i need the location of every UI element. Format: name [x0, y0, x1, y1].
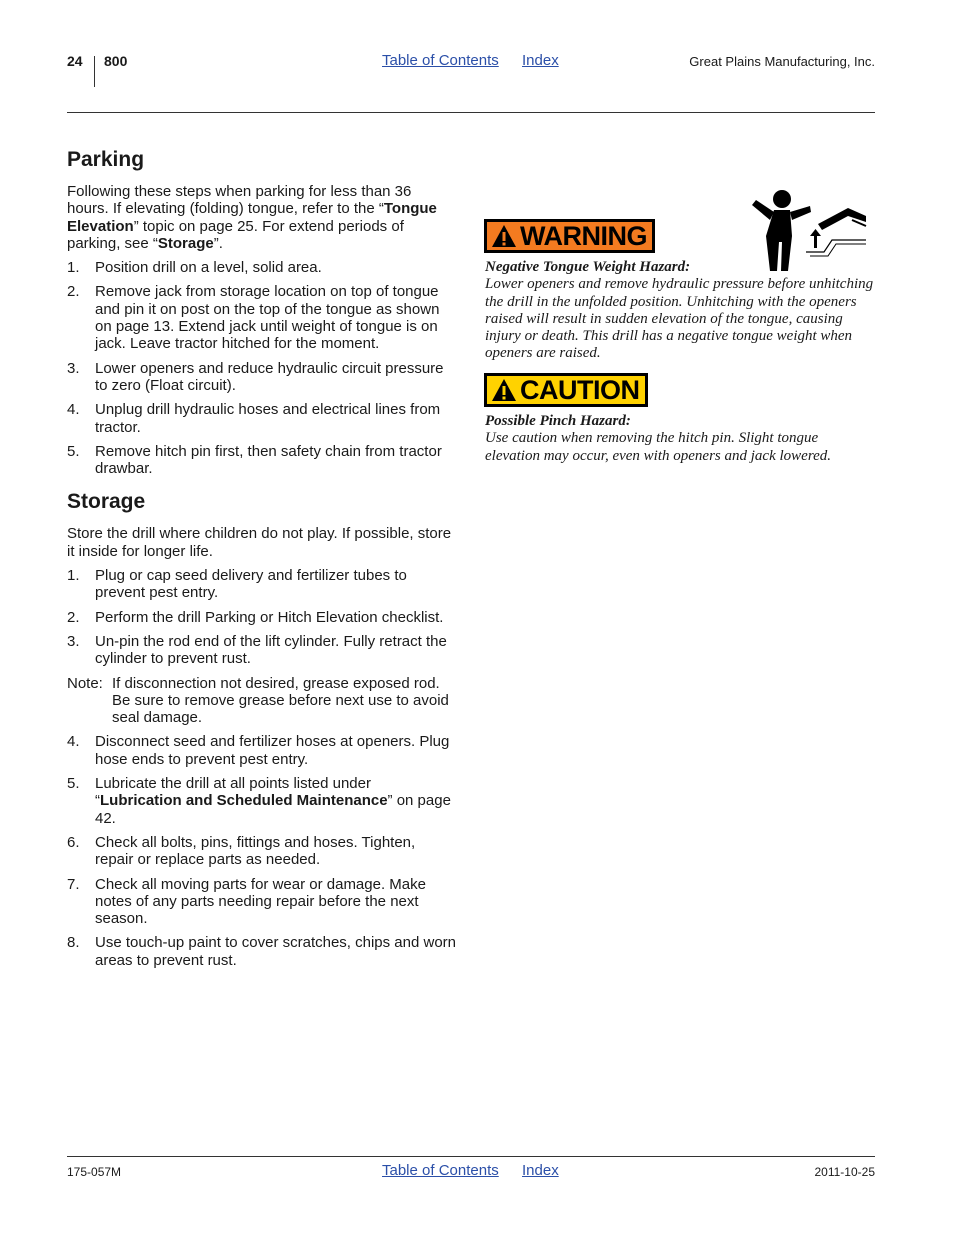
caution-sign — [484, 373, 648, 407]
header-rule — [67, 112, 875, 113]
footer-date: 2011-10-25 — [814, 1165, 875, 1179]
company-name: Great Plains Manufacturing, Inc. — [689, 54, 875, 69]
left-column — [67, 148, 457, 969]
lubrication-ref: Lubrication and Scheduled Maintenance — [100, 792, 388, 810]
alert-triangle-icon — [491, 378, 517, 402]
toc-link-header[interactable]: Table of Contents — [382, 52, 499, 69]
warning-body: Lower openers and remove hydraulic pressure before unhitching the drill in the unfolded position. Unhitching with the openers raised will result in sudden elevation of the tongue, causing injury or death. This drill has a negative tongue weight when openers are raised. — [485, 276, 874, 362]
storage-ref: Storage — [157, 234, 214, 252]
storage-steps — [67, 567, 457, 667]
caution-label: CAUTION — [520, 374, 640, 405]
index-link-header[interactable]: Index — [522, 52, 559, 69]
caution-body: Use caution when removing the hitch pin. Slight tongue elevation may occur, even with openers and jack lowered. — [485, 430, 832, 464]
list-item: 2. Remove jack from storage location on top of tongue and pin it on post on the top of the tongue as shown on page 13. Extend jack until weight of tongue is on jack. Leave tractor hitched for the moment. — [67, 283, 440, 353]
caution-title: Possible Pinch Hazard: — [485, 413, 631, 429]
alert-triangle-icon — [491, 224, 517, 248]
list-item: 5. Lubricate the drill at all points listed under “Lubrication and Scheduled Maintenance” on page 42. — [67, 775, 451, 827]
warning-title: Negative Tongue Weight Hazard: — [485, 259, 691, 275]
parking-steps — [67, 259, 457, 477]
parking-intro: Following these steps when parking for less than 36 hours. If elevating (folding) tongue, refer to the “Tongue Elevation” topic on page 25. For extend periods of parking, see “Storage”. — [67, 183, 437, 252]
warning-sign — [484, 219, 655, 253]
model-number: 800 — [104, 53, 128, 69]
list-item: 1. Position drill on a level, solid area. — [67, 259, 322, 277]
list-item: 4. Unplug drill hydraulic hoses and electrical lines from tractor. — [67, 401, 441, 436]
list-item: 6. Check all bolts, pins, fittings and hoses. Tighten, repair or replace parts as needed. — [67, 833, 416, 869]
note-label: Note: — [67, 674, 103, 692]
tongue-elevation-ref: Tongue Elevation — [67, 200, 437, 235]
list-item: 3. Un-pin the rod end of the lift cylinder. Fully retract the cylinder to prevent rust. — [67, 632, 447, 668]
list-item: 5. Remove hitch pin first, then safety chain from tractor drawbar. — [67, 442, 442, 478]
storage-note: Note: If disconnection not desired, grease exposed rod. Be sure to remove grease before next use to avoid seal damage. — [67, 674, 449, 727]
storage-heading: Storage — [67, 490, 146, 514]
warning-text — [485, 259, 875, 363]
list-item: 2. Perform the drill Parking or Hitch Elevation checklist. — [67, 608, 444, 626]
list-item: 8. Use touch-up paint to cover scratches, chips and worn areas to prevent rust. — [67, 934, 457, 969]
toc-link-footer[interactable]: Table of Contents — [382, 1162, 499, 1179]
footer-rule — [67, 1156, 875, 1157]
list-item: 7. Check all moving parts for wear or damage. Make notes of any parts needing repair before the next season. — [67, 875, 426, 928]
list-item: 1. Plug or cap seed delivery and fertilizer tubes to prevent pest entry. — [67, 567, 407, 602]
list-item: 4. Disconnect seed and fertilizer hoses at openers. Plug hose ends to prevent pest entry. — [67, 733, 450, 768]
list-item: 3. Lower openers and reduce hydraulic circuit pressure to zero (Float circuit). — [67, 359, 444, 394]
page-number: 24 — [67, 53, 83, 69]
doc-number: 175-057M — [67, 1165, 122, 1179]
parking-heading: Parking — [67, 148, 145, 171]
storage-steps-continued — [67, 733, 457, 969]
caution-text — [485, 413, 875, 465]
warning-label: WARNING — [520, 220, 647, 251]
storage-intro: Store the drill where children do not play. If possible, store it inside for longer life. — [67, 525, 452, 560]
header-divider — [94, 56, 95, 87]
index-link-footer[interactable]: Index — [522, 1162, 559, 1179]
